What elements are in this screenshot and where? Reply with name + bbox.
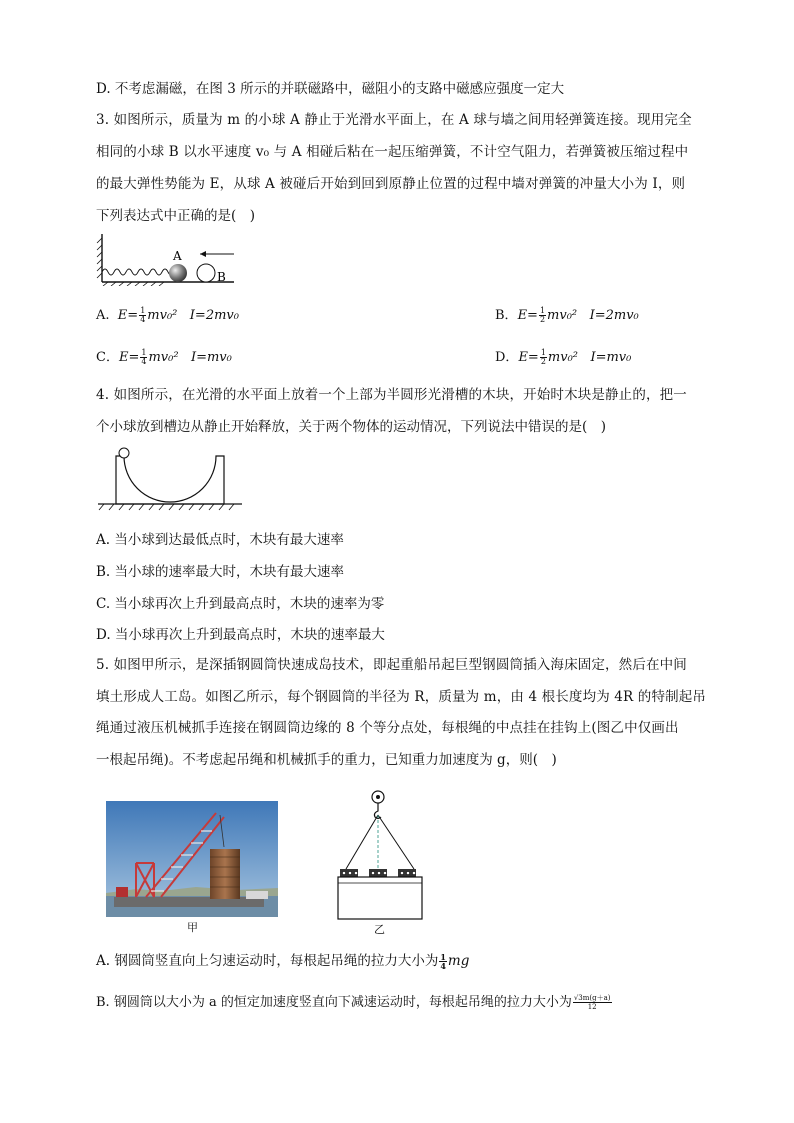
q3-stem-line-2: 相同的小球 B 以水平速度 v₀ 与 A 相碰后粘在一起压缩弹簧，不计空气阻力，若弹簧被压缩过程中 (96, 144, 689, 160)
q4-option-d: D. 当小球再次上升到最高点时，木块的速率最大 (96, 627, 385, 643)
hook-rope-diagram (336, 787, 426, 921)
q4-option-c: C. 当小球再次上升到最高点时，木块的速率为零 (96, 596, 385, 612)
small-ball-icon (119, 448, 129, 458)
q5-stem-line-3: 绳通过液压机械抓手连接在钢圆筒边缘的 8 个等分点处，每根绳的中点挂在挂钩上(图乙中仅画出 (96, 720, 679, 736)
q5-stem-line-4: 一根起吊绳)。不考虑起吊绳和机械抓手的重力，已知重力加速度为 g，则( ) (96, 752, 557, 768)
q5-option-b: B. 钢圆筒以大小为 a 的恒定加速度竖直向下减速运动时，每根起吊绳的拉力大小为 $\frac{√3m(g+a)}{12}$ (96, 994, 611, 1011)
arrow-left-icon (200, 251, 206, 257)
crane-ship-photo (106, 801, 278, 917)
caption-jia: 甲 (187, 921, 198, 934)
q4-stem-line-2: 个小球放到槽边从静止开始释放，关于两个物体的运动情况，下列说法中错误的是( ) (96, 419, 607, 435)
label-b: B (217, 270, 226, 284)
q4-groove-block-figure (96, 446, 246, 512)
q3-spring-ball-figure (96, 230, 246, 286)
q2-option-d: D. 不考虑漏磁，在图 3 所示的并联磁路中，磁阻小的支路中磁感应强度一定大 (96, 81, 565, 97)
ball-a-icon (169, 264, 187, 282)
q5-stem-line-2: 填土形成人工岛。如图乙所示，每个钢圆筒的半径为 R，质量为 m，由 4 根长度均为 4R 的特制起吊 (96, 689, 707, 705)
q5-option-a: A. 钢圆筒竖直向上匀速运动时，每根起吊绳的拉力大小为 $\frac{1}{4}$ mg (96, 952, 470, 971)
ball-b-icon (197, 264, 215, 282)
q3-option-c: C．E= $\frac{1}{4}$ mv₀² I=mv₀ (96, 348, 232, 366)
q3-option-b: B．E= $\frac{1}{2}$ mv₀² I=2mv₀ (495, 306, 639, 324)
q3-stem-line-4: 下列表达式中正确的是( ) (96, 208, 256, 224)
q3-stem-line-3: 的最大弹性势能为 E，从球 A 被碰后开始到回到原静止位置的过程中墙对弹簧的冲量大小为 I，则 (96, 176, 686, 192)
q4-option-b: B. 当小球的速率最大时，木块有最大速率 (96, 564, 345, 580)
q3-option-d: D．E= $\frac{1}{2}$ mv₀² I=mv₀ (495, 348, 632, 366)
q3-stem-line-1: 3. 如图所示，质量为 m 的小球 A 静止于光滑水平面上，在 A 球与墙之间用轻弹簧连接。现用完全 (96, 112, 692, 128)
q4-stem-line-1: 4. 如图所示，在光滑的水平面上放着一个上部为半圆形光滑槽的木块，开始时木块是静止的，把一 (96, 387, 687, 403)
caption-yi: 乙 (374, 923, 385, 936)
q3-option-a: A. E= $\frac{1}{4}$ mv₀² I=2mv₀ (96, 306, 239, 324)
label-a: A (173, 249, 182, 263)
spring-icon (102, 269, 174, 275)
q4-option-a: A. 当小球到达最低点时，木块有最大速率 (96, 532, 344, 548)
q5-stem-line-1: 5. 如图甲所示，是深插钢圆筒快速成岛技术，即起重船吊起巨型钢圆筒插入海床固定，然后在中间 (96, 657, 687, 673)
